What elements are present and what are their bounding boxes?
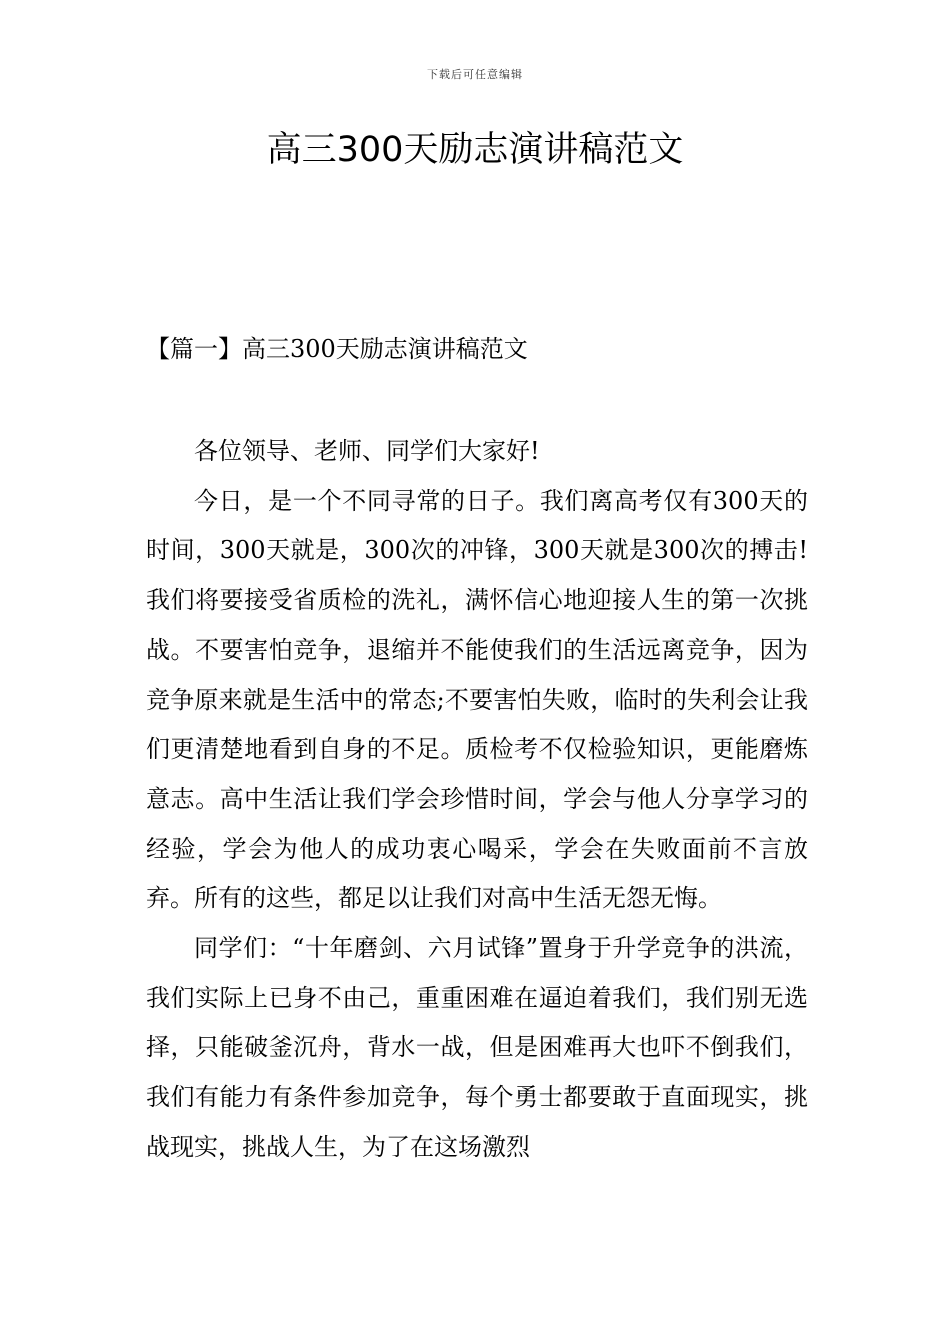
section-heading: 【篇一】高三300天励志演讲稿范文 [146, 335, 528, 363]
document-title: 高三300天励志演讲稿范文 [266, 130, 684, 170]
paragraph-2: 同学们：“十年磨剑、六月试锋”置身于升学竞争的洪流，我们实际上已身不由己，重重困难在逼迫着我们，我们别无选择，只能破釜沉舟，背水一战，但是困难再大也吓不倒我们，我们有能力有条件参加竞争，每个勇士都要敢于直面现实，挑战现实，挑战人生，为了在这场激烈 [146, 934, 808, 1161]
paragraph-1: 今日，是一个不同寻常的日子。我们离高考仅有300天的时间，300天就是，300次的冲锋，300天就是300次的搏击!我们将要接受省质检的洗礼，满怀信心地迎接人生的第一次挑战。不要害怕竞争，退缩并不能使我们的生活远离竞争，因为竞争原来就是生活中的常态;不要害怕失败，临时的失利会让我们更清楚地看到自身的不足。质检考不仅检验知识，更能磨炼意志。高中生活让我们学会珍惜时间，学会与他人分享学习的经验，学会为他人的成功衷心喝采，学会在失败面前不言放弃。所有的这些，都足以让我们对高中生活无怨无悔。 [146, 486, 808, 913]
paragraph-greeting: 各位领导、老师、同学们大家好! [194, 437, 540, 465]
header-note: 下载后可任意编辑 [427, 68, 523, 81]
body-text [146, 427, 808, 1173]
